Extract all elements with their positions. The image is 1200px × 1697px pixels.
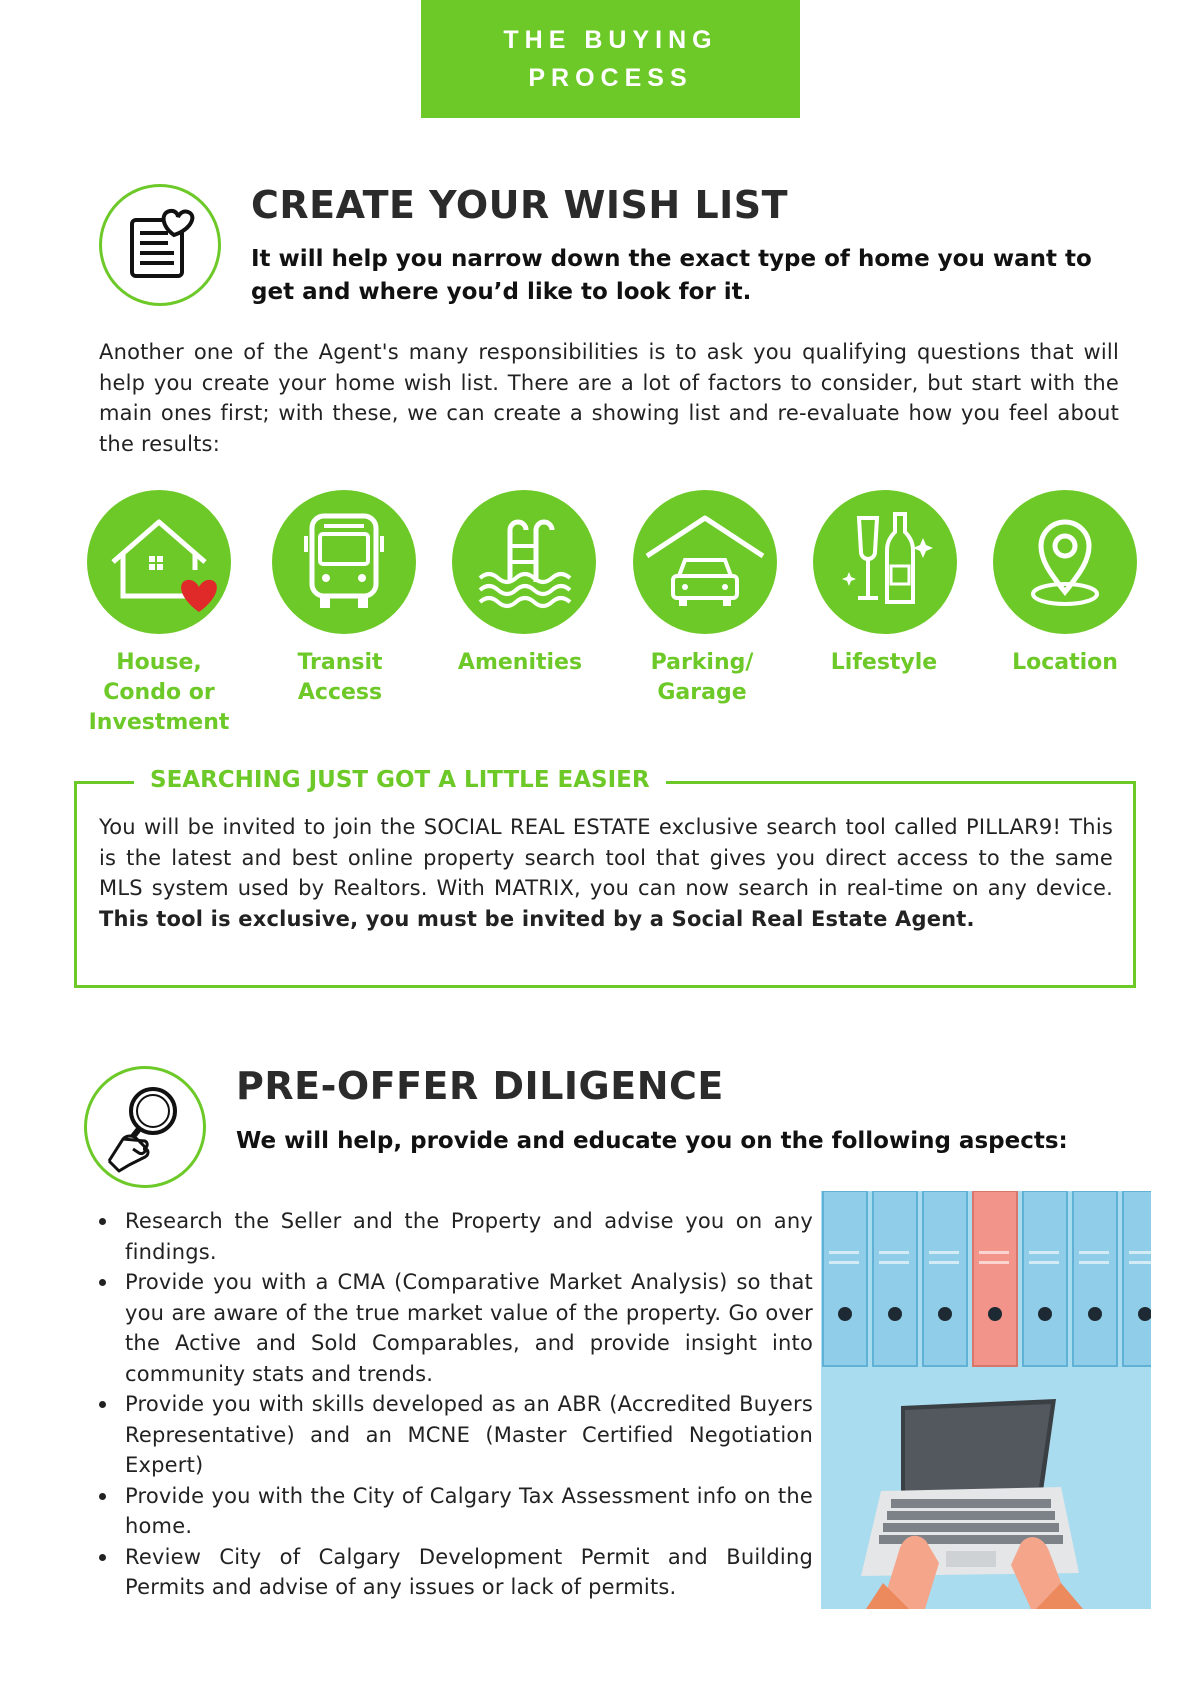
pre-offer-bullet-list [95, 1206, 813, 1603]
magnifying-glass-hand-icon [84, 1066, 206, 1188]
car-garage-icon [633, 490, 777, 634]
pre-offer-heading: PRE-OFFER DILIGENCE [236, 1064, 724, 1108]
pool-ladder-icon [452, 490, 596, 634]
search-tool-text: You will be invited to join the SOCIAL REAL ESTATE exclusive search tool called PILLAR9! This is the latest and best online property search tool that gives you direct access to the same MLS system used by Realtors. With MATRIX, you can now search in real-time on any device. [99, 815, 1113, 900]
list-item: Provide you with a CMA (Comparative Market Analysis) so that you are aware of the true market value of the property. Go over the Active and Sold Comparables, and provide insight into community stats and trends. [125, 1267, 813, 1389]
wish-list-subheading: It will help you narrow down the exact type of home you want to get and where you’d like to look for it. [251, 246, 1092, 305]
list-item: Research the Seller and the Property and advise you on any findings. [125, 1206, 813, 1267]
list-item: Provide you with skills developed as an ABR (Accredited Buyers Representative) and an MCNE (Master Certified Negotiation Expert) [125, 1389, 813, 1481]
pre-offer-subheading: We will help, provide and educate you on the following aspects: [236, 1128, 1068, 1154]
wish-list-heading: CREATE YOUR WISH LIST [251, 183, 789, 227]
binders-and-laptop-photo [821, 1191, 1151, 1609]
location-pin-icon [993, 490, 1137, 634]
wish-list-body: Another one of the Agent's many responsibilities is to ask you qualifying questions that will help you create your home wish list. There are a lot of factors to consider, but start with the main ones first; with these, we can create a showing list and re-evaluate how you feel about the results: [99, 340, 1119, 456]
house-heart-icon [87, 490, 231, 634]
search-tool-bold-text: This tool is exclusive, you must be invited by a Social Real Estate Agent. [99, 906, 975, 931]
list-item: Provide you with the City of Calgary Tax Assessment info on the home. [125, 1481, 813, 1542]
list-item: Review City of Calgary Development Permit and Building Permits and advise of any issues or lack of permits. [125, 1542, 813, 1603]
feature-label-house: House, Condo or Investment [88, 650, 230, 735]
feature-label-parking: Parking/ Garage [650, 650, 754, 705]
search-tool-body [99, 812, 1113, 934]
bus-icon [272, 490, 416, 634]
feature-label-location: Location [1012, 650, 1118, 675]
feature-label-amenities: Amenities [457, 650, 583, 675]
banner [421, 0, 800, 118]
banner-title: THE BUYING PROCESS [503, 26, 718, 92]
wine-bottle-glass-icon [813, 490, 957, 634]
feature-label-lifestyle: Lifestyle [830, 650, 938, 675]
search-tool-title: SEARCHING JUST GOT A LITTLE EASIER [134, 763, 666, 797]
feature-label-transit: Transit Access [297, 650, 383, 705]
wish-list-document-heart-icon [99, 184, 221, 306]
